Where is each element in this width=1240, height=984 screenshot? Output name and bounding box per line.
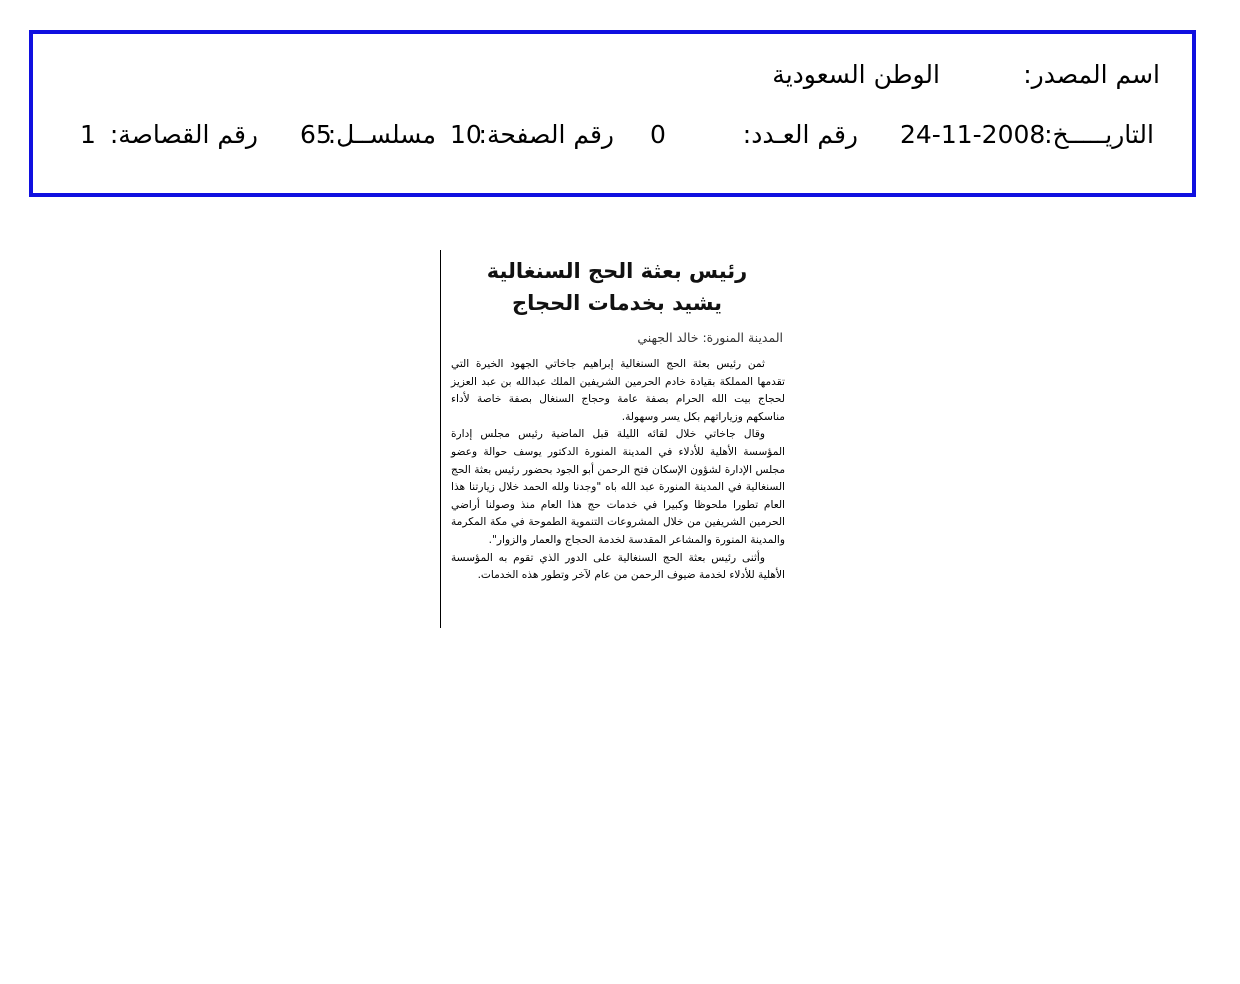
article-body: [451, 356, 785, 585]
serial-value: 65: [300, 120, 332, 149]
issue-label: رقم العـدد:: [742, 120, 858, 149]
headline-line-2: يشيد بخدمات الحجاج: [511, 291, 723, 315]
clipping-info-box: [29, 30, 1196, 197]
date-label: التاريـــــخ:: [1044, 120, 1154, 149]
source-value: الوطن السعودية: [772, 60, 940, 89]
paragraph-1: ثمن رئيس بعثة الحج السنغالية إبراهيم جاخاتي الجهود الخيرة التي تقدمها المملكة بقيادة خادم الحرمين الشريفين الملك عبدالله بن عبد العزيز لحجاج بيت الله الحرام بصفة عامة وحجاج السنغال بصفة خاصة لأداء مناسكهم وزياراتهم بكل يسر وسهولة.: [451, 358, 785, 423]
paragraph-3: وأثنى رئيس بعثة الحج السنغالية على الدور الذي تقوم به المؤسسة الأهلية للأدلاء لخدمة ضيوف الرحمن من عام لآخر وتطور هذه الخدمات.: [451, 551, 785, 582]
article-clipping: [440, 250, 793, 628]
date-value: 24-11-2008: [900, 120, 1046, 149]
serial-label: مسلســل:: [327, 120, 436, 149]
clipping-label: رقم القصاصة:: [109, 120, 258, 149]
page-value: 10: [450, 120, 482, 149]
clipping-value: 1: [80, 120, 96, 149]
page-label: رقم الصفحة:: [478, 120, 614, 149]
byline: المدينة المنورة: خالد الجهني: [637, 330, 783, 345]
source-label: اسم المصدر:: [1023, 60, 1160, 89]
headline-line-1: رئيس بعثة الحج السنغالية: [486, 259, 748, 283]
issue-value: 0: [650, 120, 666, 149]
paragraph-2: وقال جاخاتي خلال لقائه الليلة قبل الماضية رئيس مجلس إدارة المؤسسة الأهلية للأدلاء في المدينة المنورة الدكتور يوسف حوالة وعضو مجلس الإدارة لشؤون الإسكان فتح الرحمن أبو الجود بحضور رئيس بعثة الحج السنغالية في المدينة المنورة عبد الله باه "وجدنا ولله الحمد خلال زيارتنا هذا العام تطورا ملحوظا وكبيرا في خدمات حج هذا العام منذ وصولنا أراضي الحرمين الشريفين من خلال المشروعات التنموية الطموحة في مكة المكرمة والمدينة المنورة والمشاعر المقدسة لخدمة الحجاج والعمار والزوار".: [451, 428, 785, 546]
